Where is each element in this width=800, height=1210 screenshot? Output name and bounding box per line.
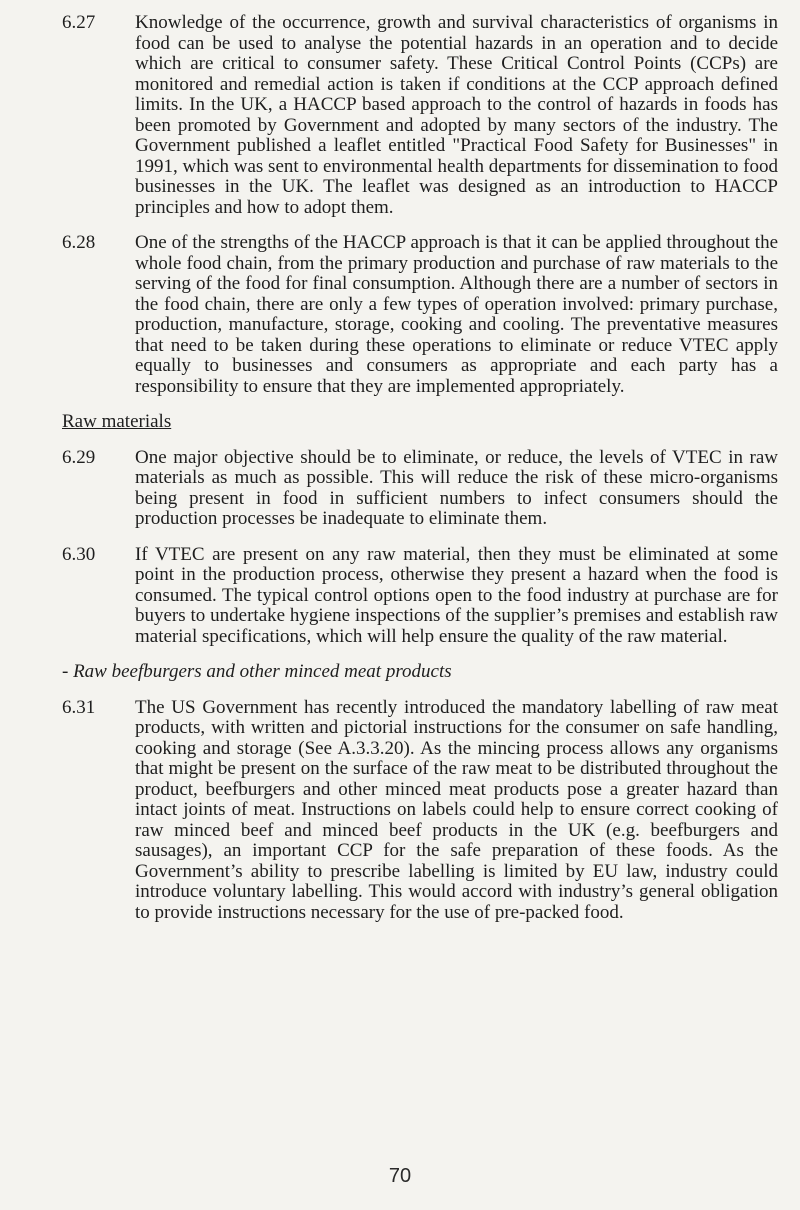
- paragraph-6-28: [62, 233, 778, 397]
- page-number: 70: [388, 1165, 412, 1187]
- paragraph-text: One major objective should be to eliminate, or reduce, the levels of VTEC in raw materials as much as possible. This will reduce the risk of these micro-organisms being present in food in sufficient numbers to infect consumers should the production processes be inadequate to eliminate them.: [135, 446, 778, 529]
- heading-text: Raw materials: [62, 411, 172, 432]
- paragraph-text: One of the strengths of the HACCP approach is that it can be applied throughout the whole food chain, from the primary production and purchase of raw materials to the serving of the food for final consumption. Although there are a number of sectors in the food chain, there are only a few types of operation involved: primary purchase, production, manufacture, storage, cooking and cooling. The preventative measures that need to be taken during these operations to eliminate or reduce VTEC apply equally to businesses and consumers as appropriate and each party has a responsibility to ensure that they are implemented appropriately.: [135, 232, 778, 397]
- subsection-heading-beefburgers: - Raw beefburgers and other minced meat products: [62, 661, 452, 682]
- section-heading-raw-materials: [62, 412, 778, 433]
- paragraph-number: 6.30: [62, 543, 96, 565]
- paragraph-6-27: [62, 13, 778, 218]
- paragraph-6-29: [62, 448, 778, 530]
- paragraph-number: 6.29: [62, 446, 96, 468]
- paragraph-text: The US Government has recently introduced the mandatory labelling of raw meat products, with written and pictorial instructions for the consumer on safe handling, cooking and storage (See A.3.3.20). As the mincing process allows any organisms that might be present on the surface of the raw meat to be distributed throughout the product, beefburgers and other minced meat products pose a greater hazard than intact joints of meat. Instructions on labels could help to ensure correct cooking of raw minced beef and minced beef products in the UK (e.g. beefburgers and sausages), an important CCP for the safe preparation of these foods. As the Government’s ability to prescribe labelling is limited by EU law, industry could introduce voluntary labelling. This would accord with industry’s general obligation to provide instructions necessary for the use of pre-packed food.: [135, 696, 778, 923]
- paragraph-number: 6.31: [62, 696, 96, 718]
- paragraph-6-31: [62, 698, 778, 924]
- paragraph-6-30: [62, 545, 778, 648]
- paragraph-number: 6.28: [62, 232, 96, 253]
- paragraph-text: If VTEC are present on any raw material, then they must be eliminated at some point in the production process, otherwise they present a hazard when the food is consumed. The typical control options open to the food industry at purchase are for buyers to undertake hygiene inspections of the supplier’s premises and establish raw material specifications, which will help ensure the quality of the raw material.: [135, 543, 778, 647]
- paragraph-text: Knowledge of the occurrence, growth and survival characteristics of organisms in food can be used to analyse the potential hazards in an operation and to decide which are critical to consumer safety. These Critical Control Points (CCPs) are monitored and remedial action is taken if conditions at the CCP approach defined limits. In the UK, a HACCP based approach to the control of hazards in foods has been promoted by Government and adopted by many sectors of the industry. The Government published a leaflet entitled "Practical Food Safety for Businesses" in 1991, which was sent to environmental health departments for dissemination to food businesses in the UK. The leaflet was designed as an introduction to HACCP principles and how to adopt them.: [135, 12, 778, 218]
- paragraph-number: 6.27: [62, 12, 96, 33]
